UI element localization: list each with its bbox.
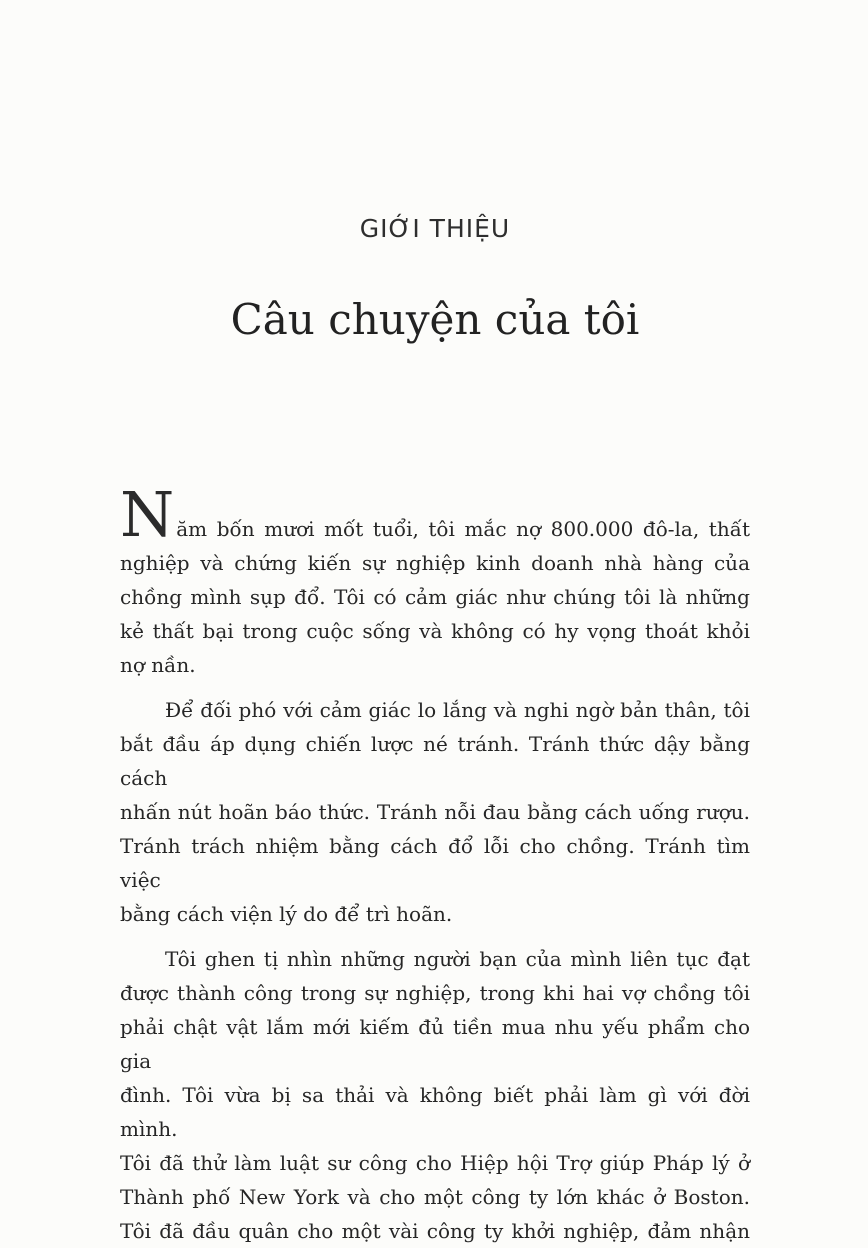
paragraph [120,942,750,1248]
section-kicker: GIỚI THIỆU [359,214,511,243]
line-text: ăm bốn mươi mốt tuổi, tôi mắc nợ 800.000 đô-la, thất [176,517,750,541]
text-line: Tôi đã thử làm luật sư công cho Hiệp hội Trợ giúp Pháp lý ở [120,1151,750,1175]
paragraph [120,693,750,931]
text-line: kẻ thất bại trong cuộc sống và không có hy vọng thoát khỏi [120,619,750,643]
text-line: Tránh trách nhiệm bằng cách đổ lỗi cho chồng. Tránh tìm việc [120,834,750,892]
text-line: Để đối phó với cảm giác lo lắng và nghi ngờ bản thân, tôi [165,698,750,722]
text-line [120,478,750,551]
text-line: bắt đầu áp dụng chiến lược né tránh. Tránh thức dậy bằng cách [120,732,750,790]
text-line: nợ nần. [120,653,196,677]
text-line: Tôi đã đầu quân cho một vài công ty khởi nghiệp, đảm nhận [120,1219,750,1243]
text-line: được thành công trong sự nghiệp, trong khi hai vợ chồng tôi [120,981,750,1005]
body-text [120,478,750,1248]
chapter-title: Câu chuyện của tôi [230,295,640,344]
text-line: nghiệp và chứng kiến sự nghiệp kinh doanh nhà hàng của [120,551,750,575]
text-line: đình. Tôi vừa bị sa thải và không biết phải làm gì với đời mình. [120,1083,750,1141]
text-line: Tôi ghen tị nhìn những người bạn của mình liên tục đạt [165,947,750,971]
paragraph [120,478,750,682]
text-line: Thành phố New York và cho một công ty lớn khác ở Boston. [120,1185,750,1209]
dropcap-initial: N [120,478,175,551]
text-line: bằng cách viện lý do để trì hoãn. [120,902,453,926]
text-line: nhấn nút hoãn báo thức. Tránh nỗi đau bằng cách uống rượu. [120,800,750,824]
text-line: phải chật vật lắm mới kiếm đủ tiền mua nhu yếu phẩm cho gia [120,1015,750,1073]
text-line: chồng mình sụp đổ. Tôi có cảm giác như chúng tôi là những [120,585,750,609]
